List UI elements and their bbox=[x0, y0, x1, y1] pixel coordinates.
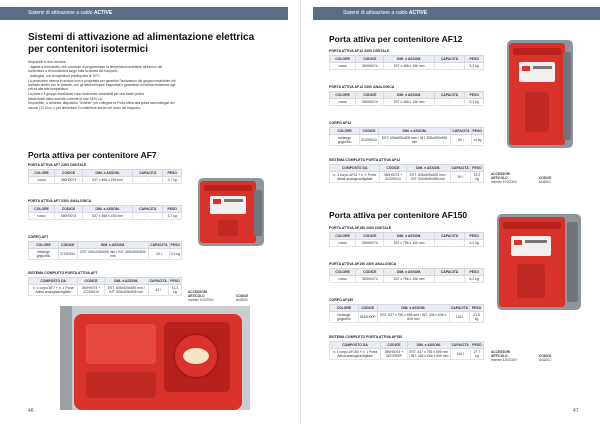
column-header: DIM. ± ASSOM. bbox=[384, 233, 435, 240]
spec-table bbox=[28, 169, 182, 184]
cell: - bbox=[434, 240, 464, 247]
column-header: CAPACITÀ bbox=[434, 56, 464, 63]
column-header: DIM. ± ASSOM. bbox=[377, 305, 449, 312]
spec-table bbox=[329, 304, 484, 323]
page-title bbox=[28, 32, 288, 56]
af7-door-photo bbox=[60, 306, 250, 415]
column-header: CODICE bbox=[356, 269, 384, 276]
cell: 5,2 kg bbox=[465, 63, 484, 70]
column-header: CAPACITÀ bbox=[133, 206, 163, 213]
right-page bbox=[300, 0, 600, 424]
block-heading: CORPO AF12 bbox=[329, 121, 352, 125]
cell: - bbox=[133, 177, 163, 184]
code-label: CODICE bbox=[236, 294, 249, 298]
column-header: PESO bbox=[163, 206, 182, 213]
article-value: Inverter 12V/230V bbox=[491, 358, 517, 362]
accessory-note bbox=[188, 290, 214, 302]
column-header: CAPACITÀ bbox=[451, 166, 469, 170]
cell: 537 x 466 x 156 mm bbox=[82, 177, 132, 184]
cell: 146 l bbox=[450, 349, 470, 360]
column-header: DIM. ± ASSOM. bbox=[407, 342, 450, 349]
intro-paragraph: - analogica, con temperatura predisposta di 70°C. bbox=[28, 73, 101, 78]
column-header: CODICE bbox=[356, 56, 384, 63]
spec-table bbox=[329, 341, 484, 360]
column-header: CODICE bbox=[356, 92, 384, 99]
cell: melange grigio/blu bbox=[330, 135, 360, 146]
intro-paragraph: - digitale a termostato, che consente di programmare la temperatura ambiente all'interno del contenitore e di monitorarla lungo tutta la durata del trasporto, bbox=[28, 64, 163, 73]
cell: 9,3 kg bbox=[169, 249, 181, 260]
cell: 350H0074 bbox=[356, 63, 384, 70]
cell: 27,7 kg bbox=[470, 349, 483, 360]
block-heading: PORTA ATTIVA AF12 230V ANALOGICA bbox=[329, 85, 395, 89]
table-row bbox=[330, 240, 484, 247]
column-header: COMPOSTO DA bbox=[330, 342, 381, 349]
cell: EST. 605x405x695 mm / INT. 505x305x505 mm bbox=[104, 285, 148, 296]
cell: 43 l bbox=[148, 285, 168, 296]
intro-paragraph: La porta e il gruppo riscaldante sono facilmente smontabili per una facile pulizia. bbox=[28, 91, 145, 96]
spec-table bbox=[28, 241, 182, 260]
cell: n. 1 corpo AF12 + n. 1 Porta Attiva analogica/digitale bbox=[330, 172, 380, 183]
cell: EST. 537 x 756 x 695 mm / INT. 435 x 606 x 505 mm bbox=[377, 312, 449, 323]
column-header: CODICE bbox=[360, 128, 379, 135]
column-header: CAPACITÀ bbox=[450, 306, 469, 310]
cell: 350H0074 bbox=[356, 276, 384, 283]
cell: 3,7 kg bbox=[163, 177, 182, 184]
column-header: PESO bbox=[465, 269, 484, 276]
column-header: PESO bbox=[465, 56, 484, 63]
intro-paragraph: La protezione interna in acciaio inox è progettata per garantire l'isolamento del gruppo riscaldante dal contatto diretto con le vivande, con gli alimenti liquidi trasportati e garantisce un'ottima resistenza agli urti ed alle alte temperature. bbox=[28, 78, 176, 91]
cell: 537 x 756 x 156 mm bbox=[384, 240, 435, 247]
af12-product-image bbox=[497, 36, 579, 157]
cell: 350H0074 + 3610H00P bbox=[381, 349, 408, 360]
cell: 5,2 kg bbox=[465, 99, 484, 106]
column-header: COLORE bbox=[29, 206, 55, 213]
right-header-bar bbox=[313, 7, 600, 20]
af150-product-image bbox=[493, 212, 585, 317]
intro-text bbox=[28, 60, 178, 110]
column-header: COLORE bbox=[330, 233, 356, 240]
spec-table bbox=[329, 91, 484, 106]
block-heading: CORPO AF7 bbox=[28, 235, 49, 239]
section-title-af12: Porta attiva per contenitore AF12 bbox=[329, 34, 463, 44]
cell: 350H0074 bbox=[356, 99, 384, 106]
cell: melange grigio/blu bbox=[330, 312, 359, 323]
column-header: PESO bbox=[170, 279, 180, 283]
cell: rosso bbox=[29, 213, 55, 220]
column-header: CODICE bbox=[381, 342, 408, 349]
spec-table bbox=[329, 268, 484, 283]
cell: melange grigio/blu bbox=[29, 249, 59, 260]
cell: 537 x 466 x 156 mm bbox=[384, 63, 435, 70]
cell: rosso bbox=[330, 63, 356, 70]
cell: 13,2 kg bbox=[168, 285, 181, 296]
spec-table bbox=[329, 127, 484, 146]
column-header: PESO bbox=[472, 166, 482, 170]
article-value: Inverter 12V/230V bbox=[491, 180, 517, 184]
code-value: AI42001 bbox=[236, 298, 248, 302]
table-row bbox=[330, 63, 484, 70]
column-header: PESO bbox=[470, 305, 484, 312]
block-heading: SISTEMA COMPLETO PORTA ATTIVA AF150 bbox=[329, 335, 403, 339]
spec-table bbox=[329, 232, 484, 247]
cell: 537 x 756 x 156 mm bbox=[384, 276, 435, 283]
cell: EST. 605x405x695 mm / INT. 505x305x505 mm bbox=[77, 249, 149, 260]
block-heading: SISTEMA COMPLETO PORTA ATTIVA AF12 bbox=[329, 158, 401, 162]
column-header: COLORE bbox=[29, 242, 59, 249]
cell: n. 1 corpo AF150 + n. 1 Porta Attiva analogica/digitale bbox=[330, 349, 381, 360]
table-row bbox=[330, 135, 484, 146]
accessory-note bbox=[491, 350, 517, 362]
cell: EST. 605x605x805 mm / INT. 505x505x555 mm bbox=[378, 135, 451, 146]
column-header: COLORE bbox=[330, 305, 359, 312]
table-row bbox=[29, 213, 182, 220]
column-header: DIM. ± ASSOM. bbox=[82, 206, 132, 213]
column-header: CODICE bbox=[380, 165, 406, 172]
cell: 21,5 kg bbox=[470, 312, 484, 323]
column-header: CODICE bbox=[78, 278, 104, 285]
accessory-label: ACCESSORI bbox=[491, 350, 510, 354]
accessory-label: ACCESSORI bbox=[491, 172, 510, 176]
table-row bbox=[330, 99, 484, 106]
column-header: DIM. ± ASSOM. bbox=[378, 128, 451, 135]
intro-paragraph: Alimentabili dalla normale corrente di rete 230V ca. bbox=[28, 96, 103, 101]
accessory-label: ACCESSORI bbox=[188, 290, 207, 294]
cell: 3610H00P bbox=[358, 312, 377, 323]
column-header: CAPACITÀ bbox=[150, 243, 168, 247]
cell: rosso bbox=[330, 276, 356, 283]
cell: 14 kg bbox=[471, 135, 483, 146]
column-header: CAPACITÀ bbox=[434, 269, 464, 276]
af7-product-image bbox=[188, 172, 270, 259]
column-header: DIM. ± ASSOM. bbox=[406, 165, 450, 172]
code-label: CODICE bbox=[539, 176, 552, 180]
title-line-1: Sistemi di attivazione ad alimentazione elettrica bbox=[28, 32, 255, 43]
cell: - bbox=[434, 99, 464, 106]
article-label: ARTICOLO bbox=[491, 354, 508, 358]
column-header: COLORE bbox=[330, 92, 356, 99]
table-row bbox=[330, 276, 484, 283]
column-header: COLORE bbox=[29, 170, 55, 177]
column-header: COLORE bbox=[330, 269, 356, 276]
block-heading: PORTA ATTIVA AF7 230V ANALOGICA bbox=[28, 199, 92, 203]
article-label: ARTICOLO bbox=[491, 176, 508, 180]
table-row bbox=[330, 312, 484, 323]
table-row bbox=[330, 349, 484, 360]
header-text: Sistemi di attivazione a caldo bbox=[343, 10, 408, 16]
header-text: Sistemi di attivazione a caldo bbox=[28, 10, 93, 16]
title-line-2: per contenitori isotermici bbox=[28, 44, 149, 55]
header-brand: ACTIVE bbox=[93, 10, 113, 16]
cell: EST. 605x605x805 mm / INT. 505x505x555 mm bbox=[406, 172, 450, 183]
column-header: CAPACITÀ bbox=[133, 170, 163, 177]
column-header: CODICE bbox=[58, 242, 77, 249]
cell: EST. 537 x 756 x 695 mm / INT. 435 x 606 x 505 mm bbox=[408, 350, 449, 358]
column-header: CODICE bbox=[55, 170, 83, 177]
spec-table bbox=[329, 164, 484, 183]
cell: 43 l bbox=[149, 249, 169, 260]
column-header: CAPACITÀ bbox=[434, 233, 464, 240]
cell: 350H0074 + 3720H010 bbox=[78, 285, 104, 296]
left-header-bar bbox=[0, 7, 288, 20]
cell: 350H0074 bbox=[356, 240, 384, 247]
cell: 3120H010 bbox=[360, 135, 379, 146]
intro-paragraph: Disponibili in due versioni: bbox=[28, 60, 67, 64]
spec-table bbox=[28, 277, 182, 296]
block-heading: PORTA ATTIVA AF150 230V DIGITALE bbox=[329, 226, 392, 230]
cell: rosso bbox=[29, 177, 55, 184]
column-header: PESO bbox=[472, 129, 482, 133]
column-header: PESO bbox=[465, 92, 484, 99]
block-heading: PORTA ATTIVA AF7 230V DIGITALE bbox=[28, 163, 87, 167]
page-number: 47 bbox=[573, 408, 579, 414]
table-row bbox=[29, 285, 182, 296]
spec-table bbox=[28, 205, 182, 220]
intro-paragraph: Disponibile, a richiesta, dispositivo "Inverter" per collegare la Porta Attiva alla presa accendisigari del veicolo (12 Vcc), o per alimentare il contenitore anche nel corso del trasporto. bbox=[28, 101, 175, 110]
cell: rosso bbox=[330, 240, 356, 247]
cell: n. 1 corpo AF7 + n. 1 Porta Attiva analogica/digitale bbox=[29, 285, 78, 296]
cell: - bbox=[434, 63, 464, 70]
cell: 6,2 kg bbox=[465, 276, 484, 283]
column-header: CODICE bbox=[358, 305, 377, 312]
column-header: CAPACITÀ bbox=[434, 92, 464, 99]
column-header: DIM. ± ASSOM. bbox=[77, 242, 149, 249]
accessory-note bbox=[491, 172, 517, 184]
block-heading: PORTA ATTIVA AF12 230V DIGITALE bbox=[329, 49, 390, 53]
section-title-af150: Porta attiva per contenitore AF150 bbox=[329, 210, 468, 220]
article-label: ARTICOLO bbox=[188, 294, 205, 298]
column-header: DIM. ± ASSOM. bbox=[384, 92, 435, 99]
column-header: CODICE bbox=[55, 206, 83, 213]
cell: rosso bbox=[330, 99, 356, 106]
column-header: PESO bbox=[472, 343, 482, 347]
block-heading: PORTA ATTIVA AF150 230V ANALOGICA bbox=[329, 262, 397, 266]
column-header: CAPACITÀ bbox=[451, 343, 469, 347]
column-header: PESO bbox=[170, 243, 180, 247]
article-value: Inverter 12V/230V bbox=[188, 298, 214, 302]
column-header: DIM. ± ASSOM. bbox=[384, 269, 435, 276]
cell: 350H0074 + 3120H010 bbox=[380, 172, 406, 183]
table-row bbox=[330, 172, 484, 183]
cell: 537 x 466 x 156 mm bbox=[384, 99, 435, 106]
accessory-code bbox=[539, 354, 551, 362]
column-header: DIM. ± ASSOM. bbox=[384, 56, 435, 63]
code-value: AI42001 bbox=[539, 180, 551, 184]
column-header: DIM. ± ASSOM. bbox=[82, 170, 132, 177]
cell: 90 l bbox=[451, 135, 471, 146]
header-brand: ACTIVE bbox=[408, 10, 428, 16]
page-number: 46 bbox=[28, 408, 34, 414]
column-header: CAPACITÀ bbox=[452, 129, 470, 133]
cell: 3720H010 bbox=[58, 249, 77, 260]
cell: 537 x 466 x 156 mm bbox=[82, 213, 132, 220]
cell: - bbox=[434, 276, 464, 283]
cell: 350H0074 bbox=[55, 177, 83, 184]
section-title-af7: Porta attiva per contenitore AF7 bbox=[28, 150, 157, 160]
cell: 146 l bbox=[449, 312, 469, 323]
column-header: DIM. ± ASSOM. bbox=[104, 278, 148, 285]
accessory-code bbox=[236, 294, 248, 302]
column-header: PESO bbox=[465, 233, 484, 240]
column-header: PESO bbox=[163, 170, 182, 177]
table-row bbox=[29, 177, 182, 184]
code-value: AI42001 bbox=[539, 358, 551, 362]
cell: 90 l bbox=[450, 172, 470, 183]
column-header: CAPACITÀ bbox=[149, 279, 167, 283]
column-header: COLORE bbox=[330, 128, 360, 135]
cell: 350H0074 bbox=[55, 213, 83, 220]
column-header: COMPOSTO DA bbox=[330, 165, 380, 172]
column-header: COMPOSTO DA bbox=[29, 278, 78, 285]
cell: 3,7 kg bbox=[163, 213, 182, 220]
column-header: COLORE bbox=[330, 56, 356, 63]
column-header: CODICE bbox=[356, 233, 384, 240]
cell: 6,2 kg bbox=[465, 240, 484, 247]
code-label: CODICE bbox=[539, 354, 552, 358]
block-heading: CORPO AF150 bbox=[329, 298, 354, 302]
block-heading: SISTEMA COMPLETO PORTA ATTIVA AF7 bbox=[28, 271, 98, 275]
table-row bbox=[29, 249, 182, 260]
cell: 19,2 kg bbox=[470, 172, 483, 183]
accessory-code bbox=[539, 176, 551, 184]
cell: - bbox=[133, 213, 163, 220]
spec-table bbox=[329, 55, 484, 70]
